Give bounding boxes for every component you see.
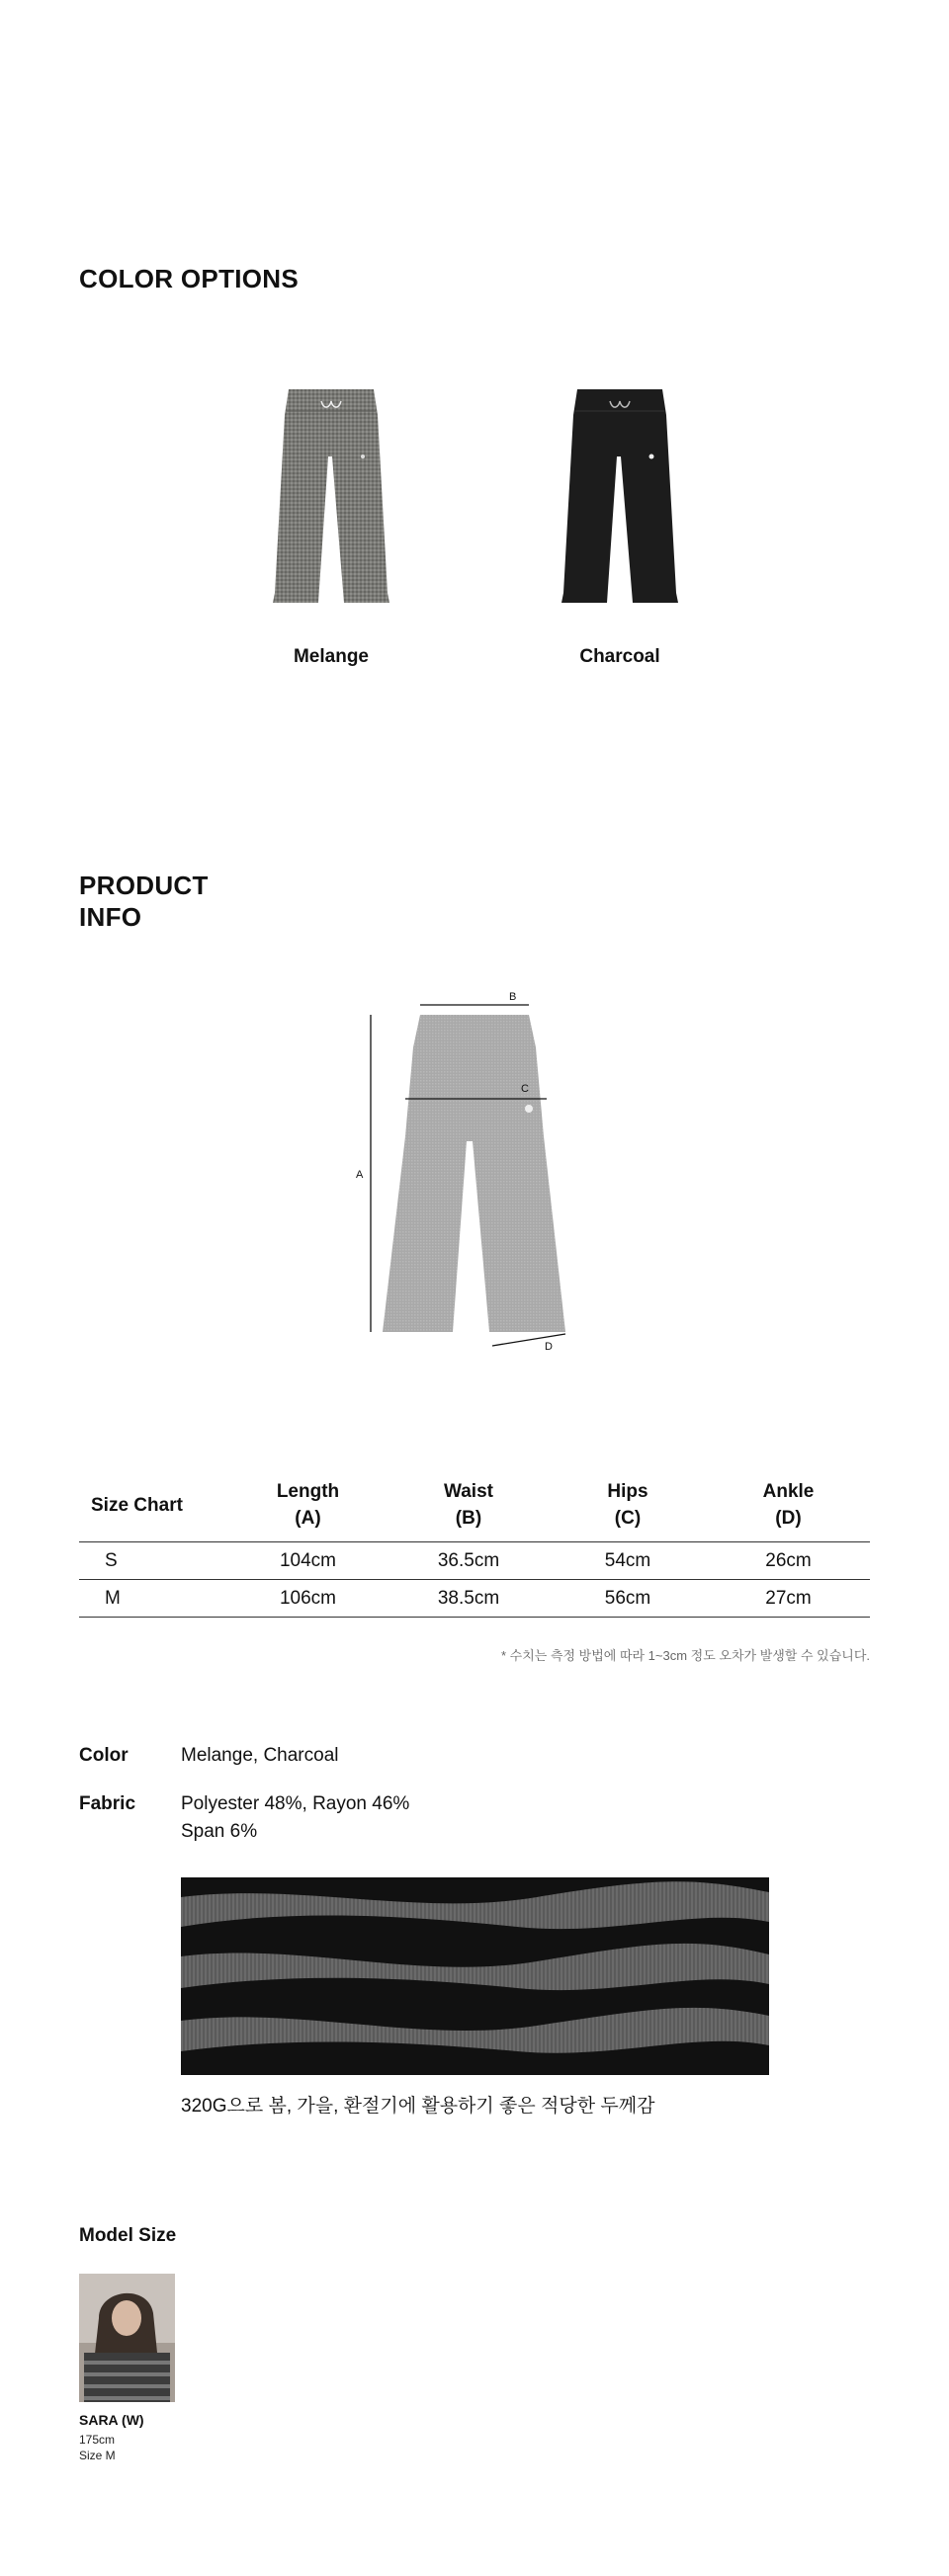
measurement-diagram	[346, 988, 643, 1364]
size-chart-header-row	[79, 1470, 870, 1542]
waist-header: Waist (B)	[444, 1481, 493, 1529]
product-info-title-line1: PRODUCT	[79, 871, 209, 900]
charcoal-pants-image	[556, 387, 684, 607]
waist-cell: 38.5cm	[388, 1580, 549, 1618]
length-header: Length (A)	[276, 1481, 340, 1529]
fabric-caption: 320G으로 봄, 가을, 환절기에 활용하기 좋은 적당한 두께감	[181, 2096, 655, 2117]
color-options-title: COLOR OPTIONS	[79, 264, 300, 293]
product-info-title-line2: INFO	[79, 902, 142, 932]
pants-outline	[383, 1015, 565, 1332]
label-d: D	[545, 1341, 553, 1353]
table-row	[79, 1580, 870, 1618]
size-cell: S	[79, 1542, 227, 1580]
color-option-charcoal[interactable]	[541, 387, 699, 668]
size-chart-table	[79, 1470, 870, 1618]
model-size-title: Model Size	[79, 2225, 177, 2246]
size-cell: M	[79, 1580, 227, 1618]
melange-pants-image	[267, 387, 395, 607]
hips-cell: 56cm	[549, 1580, 707, 1618]
charcoal-label: Charcoal	[579, 646, 660, 667]
melange-label: Melange	[293, 646, 370, 667]
product-info-title	[79, 870, 209, 933]
color-option-melange[interactable]	[252, 387, 410, 668]
hips-header: Hips (C)	[607, 1481, 648, 1529]
color-key: Color	[79, 1745, 129, 1766]
fabric-key: Fabric	[79, 1793, 136, 1814]
ankle-cell: 27cm	[707, 1580, 870, 1618]
table-row	[79, 1542, 870, 1580]
model-height: 175cm	[79, 2433, 116, 2447]
fabric-value	[181, 1790, 409, 1846]
fabric-line1: Polyester 48%, Rayon 46%	[181, 1793, 410, 1814]
size-chart-note: * 수치는 측정 방법에 따라 1~3cm 정도 오차가 발생할 수 있습니다.	[500, 1648, 870, 1663]
ankle-header: Ankle (D)	[762, 1481, 815, 1529]
fabric-closeup-image	[181, 1877, 769, 2075]
ankle-line	[492, 1334, 565, 1346]
fabric-line2: Span 6%	[181, 1821, 258, 1842]
label-a: A	[356, 1169, 364, 1181]
size-chart-header: Size Chart	[91, 1494, 183, 1516]
waist-cell: 36.5cm	[388, 1542, 549, 1580]
length-cell: 104cm	[227, 1542, 388, 1580]
length-cell: 106cm	[227, 1580, 388, 1618]
model-name: SARA (W)	[79, 2412, 144, 2428]
label-b: B	[509, 991, 517, 1003]
color-value: Melange, Charcoal	[181, 1745, 339, 1766]
label-c: C	[521, 1083, 529, 1095]
model-photo	[79, 2274, 175, 2402]
model-size: Size M	[79, 2449, 116, 2462]
ankle-cell: 26cm	[707, 1542, 870, 1580]
hips-cell: 54cm	[549, 1542, 707, 1580]
